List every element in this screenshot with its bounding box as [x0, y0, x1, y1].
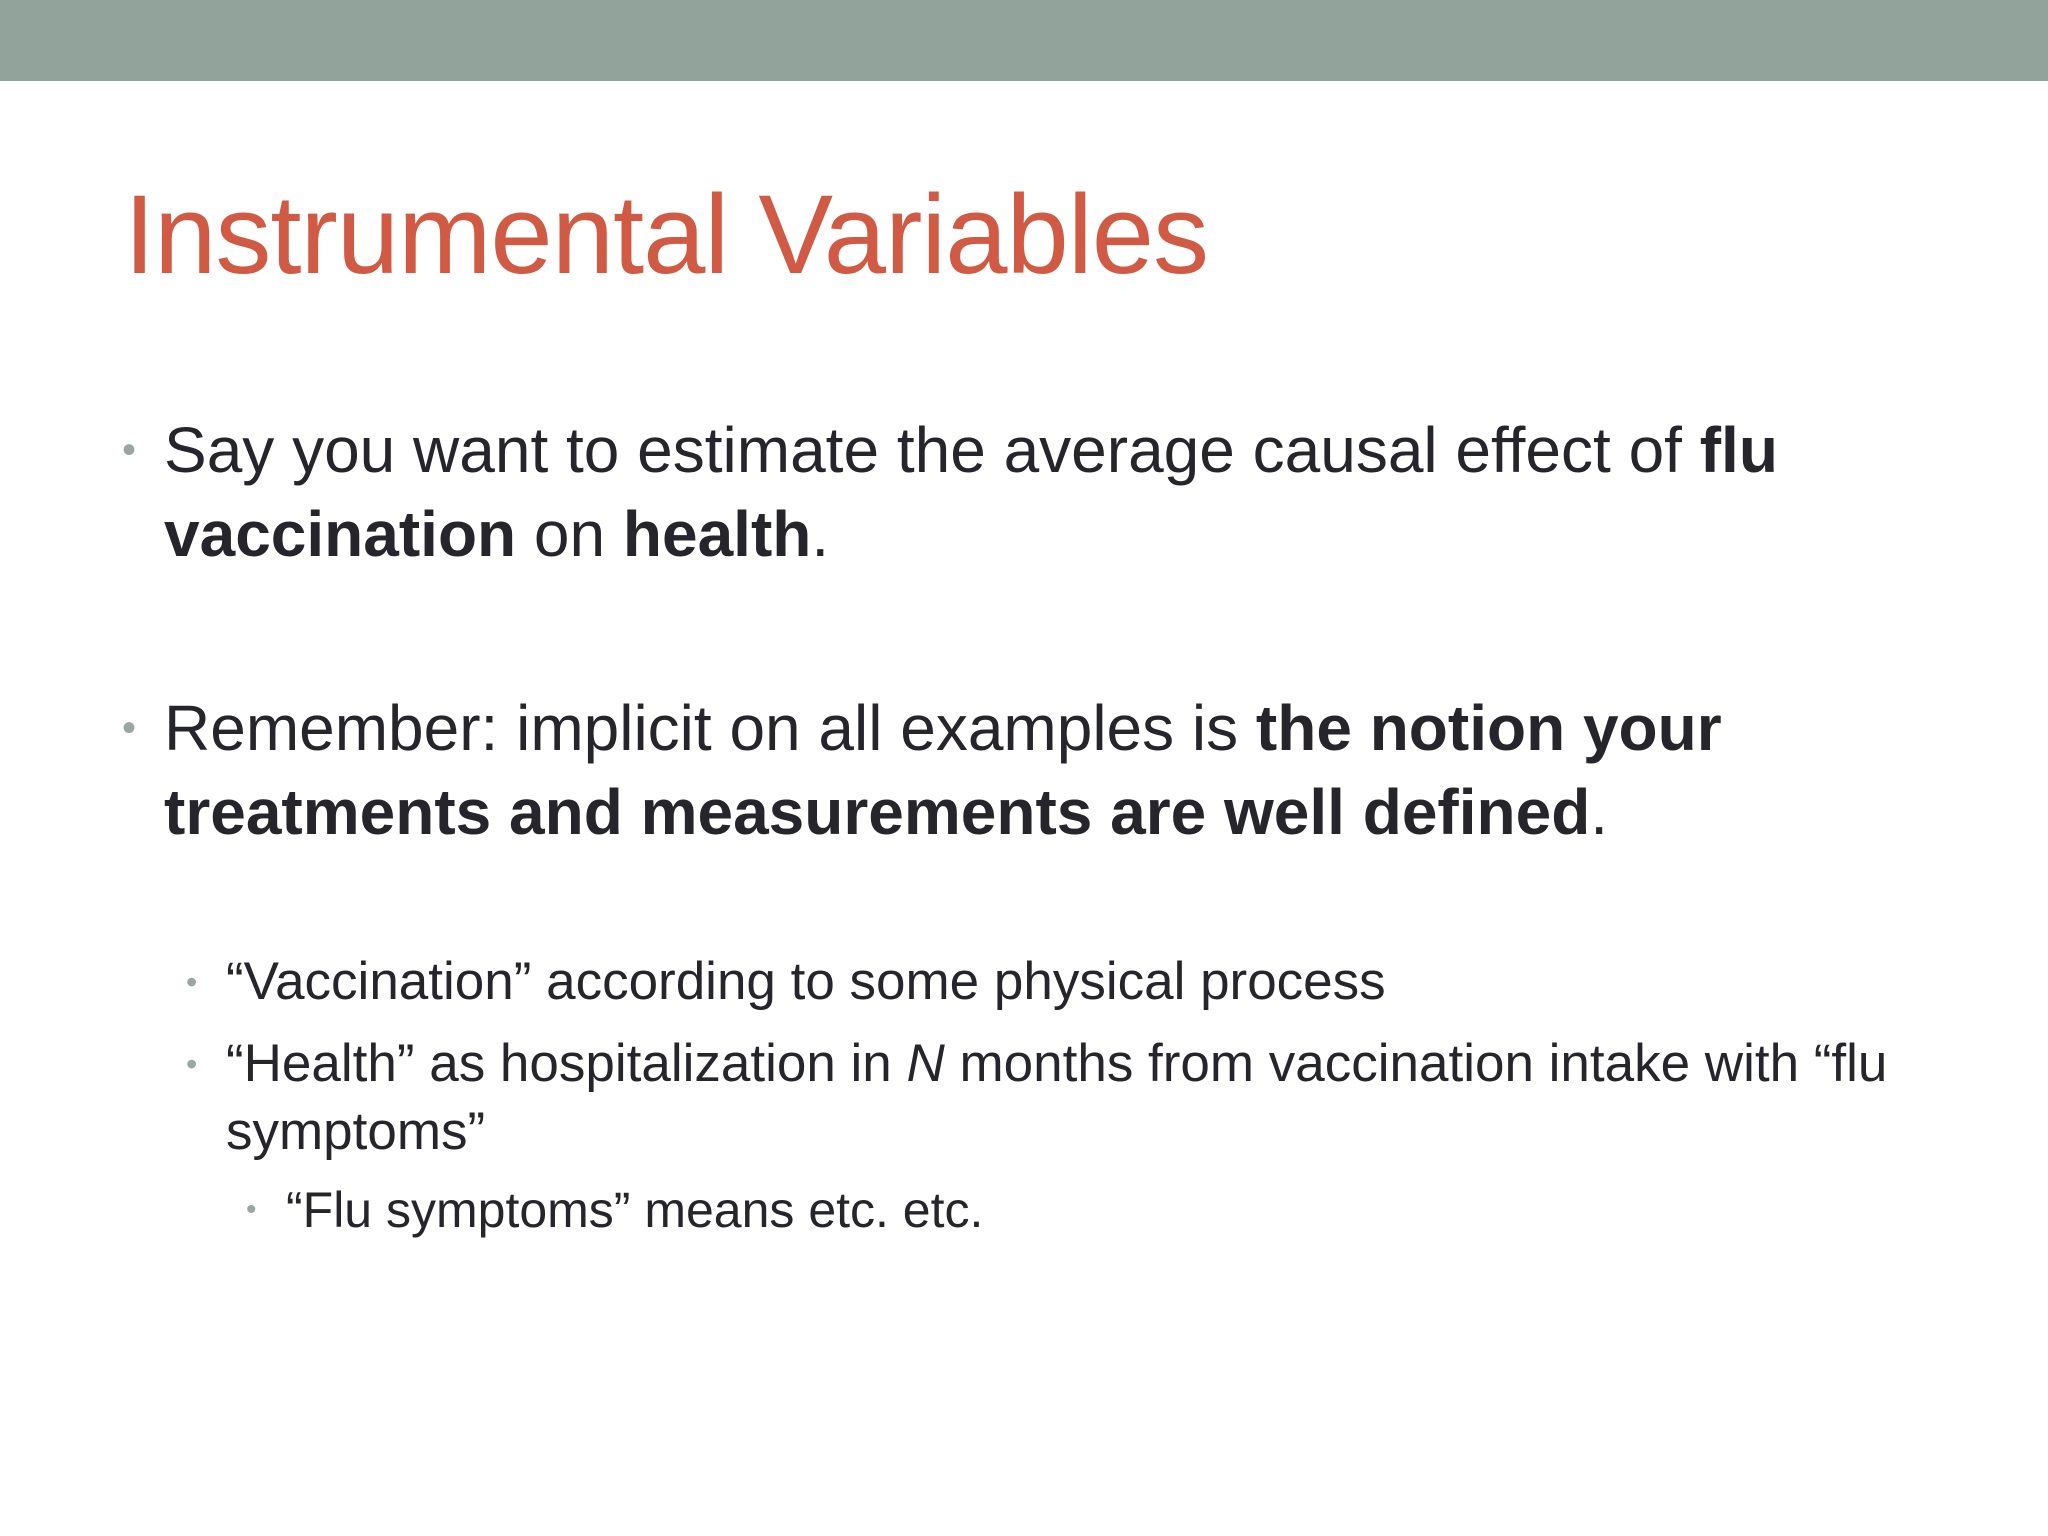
bullet-dot: •: [122, 706, 137, 750]
bullet-flu-vaccination: [122, 408, 1924, 576]
bullet-text: “Vaccination” according to some physical process: [226, 952, 1386, 1011]
header-bar: [0, 0, 2048, 81]
sub-bullet-vaccination: [186, 948, 1946, 1016]
bullet-bold-text: the notion your treatments and measurements are well defined: [164, 692, 1722, 848]
sub-sub-bullet-flu-symptoms: [246, 1178, 1886, 1242]
bullet-bold-text: health: [622, 498, 812, 570]
bullet-text: months from vaccination intake with “flu symptoms”: [226, 1034, 1888, 1161]
bullet-text: Say you want to estimate the average causal effect of: [164, 414, 1700, 486]
bullet-remember: [122, 686, 1924, 854]
bullet-text: .: [811, 498, 830, 570]
bullet-text: “Flu symptoms” means etc. etc.: [286, 1182, 984, 1238]
bullet-italic-text: N: [906, 1034, 945, 1093]
bullet-dot: •: [122, 428, 137, 472]
bullet-bold-text: flu vaccination: [164, 414, 1778, 570]
slide-title: Instrumental Variables: [124, 172, 1208, 297]
bullet-text: .: [1590, 776, 1609, 848]
bullet-dot: •: [186, 964, 198, 1000]
bullet-text: “Health” as hospitalization in: [226, 1034, 907, 1093]
bullet-text: on: [516, 498, 623, 570]
bullet-dot: •: [246, 1193, 257, 1226]
bullet-text: Remember: implicit on all examples is: [164, 692, 1256, 764]
bullet-dot: •: [186, 1046, 198, 1082]
sub-bullet-health: [186, 1030, 1946, 1166]
